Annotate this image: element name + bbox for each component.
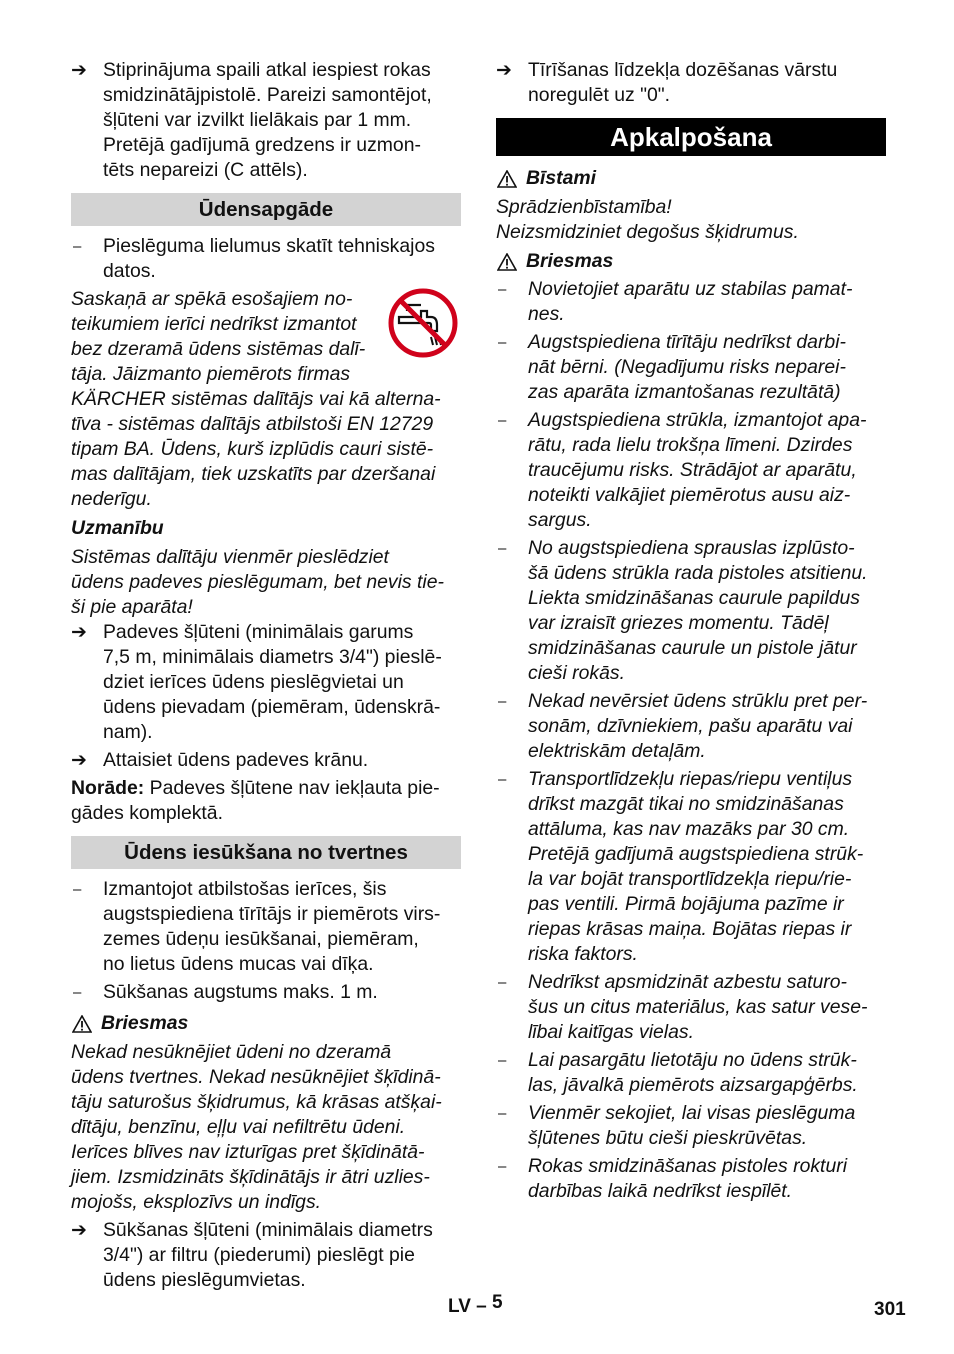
dash-bullet: – xyxy=(73,881,82,898)
list-item: – Transportlīdzekļu riepas/riepu ventiļus drīkst mazgāt tikai no smidzināšanas attāluma, kas nav mazāks par 30 cm. Pretējā gadījumā augstspiediena strūk- la var bojāt transportlīdzekļa riepu/rie- pas ventili. Pirmā bojājuma pazīme ir riepas krāsas maiņa. Bojātas riepas ir riska faktors. xyxy=(498,768,864,965)
danger-text: Nekad nesūknējiet ūdeni no dzeramā ūdens tvertnes. Nekad nesūknējiet šķīdinā- tāju saturošus šķidrumus, kā krāsas atšķai- dītāju, benzīnu, eļļu vai nefiltrētu ūdeni. Ierīces blīves nav izturīgas pret šķīdinātā- jiem. Izsmidzināts šķīdinātājs ir ātri uzlies- mojošs, eksplozīvs un indīgs. xyxy=(71,1041,442,1213)
arrow-instruction: ➔ Attaisiet ūdens padeves krānu. xyxy=(71,749,369,771)
dash-bullet: – xyxy=(498,334,507,351)
right-column xyxy=(496,58,886,1204)
arrow-instruction: ➔ Sūkšanas šļūteni (minimālais diametrs 3/4") ar filtru (piederumi) pieslēgt pie ūdens pieslēgumvietas. xyxy=(71,1219,433,1291)
note-paragraph: Norāde: Padeves šļūtene nav iekļauta pie- gādes komplektā. xyxy=(71,777,440,824)
dash-bullet: – xyxy=(498,540,507,557)
note-label: Norāde: xyxy=(71,777,145,799)
section-heading-water-supply: Ūdensapgāde xyxy=(71,193,461,226)
dash-item: – Sūkšanas augstums maks. 1 m. xyxy=(73,981,378,1003)
dash-bullet: – xyxy=(498,412,507,429)
caution-text: Sistēmas dalītāju vienmēr pieslēdziet ūdens padeves pieslēgumam, bet nevis tie- ši pie aparāta! xyxy=(71,546,444,618)
warning-triangle-icon xyxy=(497,170,517,188)
danger-heading: Briesmas xyxy=(496,249,886,274)
section-heading-water-suction: Ūdens iesūkšana no tvertnes xyxy=(71,836,461,869)
dash-bullet: – xyxy=(498,1052,507,1069)
dash-bullet: – xyxy=(498,1105,507,1122)
page-number: 301 xyxy=(874,1299,906,1320)
list-item: – Augstspiediena tīrītāju nedrīkst darbi- nāt bērni. (Negadījumu risks neparei- zas aparāta izmantošanas rezultātā) xyxy=(498,331,846,403)
hazard-text: Sprādzienbīstamība! Neizsmidziniet degošus šķidrumus. xyxy=(496,196,799,243)
dash-bullet: – xyxy=(498,771,507,788)
arrow-instruction: ➔ Tīrīšanas līdzekļa dozēšanas vārstu noregulēt uz "0". xyxy=(496,59,838,106)
caution-title: Uzmanību xyxy=(71,517,164,539)
safety-list xyxy=(496,277,886,1204)
dash-bullet: – xyxy=(498,281,507,298)
dash-bullet: – xyxy=(498,974,507,991)
dash-item: – Pieslēguma lielumus skatīt tehniskajos datos. xyxy=(73,235,435,282)
list-item: – No augstspiediena sprauslas izplūsto- šā ūdens strūkla rada pistoles atsitienu. Liekta smidzināšanas caurule papildus var izraisīt griezes momentu. Tādēļ smidzināšanas caurule un pistole jātur cieši rokās. xyxy=(498,537,868,684)
arrow-icon: ➔ xyxy=(71,1220,87,1241)
no-drinking-water-icon xyxy=(387,287,459,359)
list-item: – Nekad nevērsiet ūdens strūklu pret per- sonām, dzīvniekiem, pašu aparātu vai elektriskām detaļām. xyxy=(498,690,868,762)
dash-item: – Izmantojot atbilstošas ierīces, šis augstspiediena tīrītājs ir piemērots virs- zemes ūdeņu iesūkšanai, piemēram, no lietus ūdens mucas vai dīķa. xyxy=(73,878,441,975)
hazard-heading: Bīstami xyxy=(496,166,886,191)
dash-bullet: – xyxy=(498,1158,507,1175)
list-item: – Rokas smidzināšanas pistoles rokturi darbības laikā nedrīkst iespīlēt. xyxy=(498,1155,847,1202)
dash-bullet: – xyxy=(73,984,82,1001)
system-separator-note: Saskaņā ar spēkā esošajiem no- teikumiem ierīci nedrīkst izmantot bez dzeramā ūdens sistēmas dalī- tāja. Jāizmanto piemērots firmas KÄRCHER sistēmas dalītājs vai kā alterna- tīva - sistēmas dalītājs atbilstoši EN 12729 tipam BA. Ūdens, kurš izplūdis cauri sistē- mas dalītājam, tiek uzskatīts par dzeršanai nederīgu. xyxy=(71,287,461,512)
arrow-icon: ➔ xyxy=(71,750,87,771)
arrow-icon: ➔ xyxy=(71,622,87,643)
page-footer-language: LV – 5 xyxy=(448,1292,503,1317)
list-item: – Nedrīkst apsmidzināt azbestu saturo- šus un citus materiālus, kas satur vese- lībai kaitīgas vielas. xyxy=(498,971,868,1043)
left-column xyxy=(71,58,461,1293)
arrow-instruction: ➔ Padeves šļūteni (minimālais garums 7,5 m, minimālais diametrs 3/4") pieslē- dziet ierīces ūdens pieslēgvietai un ūdens pievadam (piemēram, ūdenskrā- nam). xyxy=(71,621,442,743)
list-item: – Augstspiediena strūkla, izmantojot apa- rātu, rada lielu trokšņa līmeni. Dzirdes traucējumu risks. Strādājot ar aparātu, noteikti valkājiet piemērotus ausu aiz- sargus. xyxy=(498,409,867,531)
danger-heading: Briesmas xyxy=(71,1011,461,1036)
list-item: – Novietojiet aparātu uz stabilas pamat- nes. xyxy=(498,278,853,325)
arrow-icon: ➔ xyxy=(496,60,512,81)
warning-triangle-icon xyxy=(497,253,517,271)
list-item: – Vienmēr sekojiet, lai visas pieslēguma šļūtenes būtu cieši pieskrūvētas. xyxy=(498,1102,856,1149)
chapter-banner-operation: Apkalpošana xyxy=(496,118,886,156)
dash-bullet: – xyxy=(498,693,507,710)
arrow-icon: ➔ xyxy=(71,60,87,81)
arrow-instruction: ➔ Stiprinājuma spaili atkal iespiest rokas smidzinātājpistolē. Pareizi samontējot, šļūteni var izvilkt lielākais par 1 mm. Pretējā gadījumā gredzens ir uzmon- tēts nepareizi (C attēls). xyxy=(71,59,432,181)
dash-bullet: – xyxy=(73,238,82,255)
list-item: – Lai pasargātu lietotāju no ūdens strūk- las, jāvalkā piemērots aizsargapģērbs. xyxy=(498,1049,858,1096)
warning-triangle-icon xyxy=(72,1015,92,1033)
